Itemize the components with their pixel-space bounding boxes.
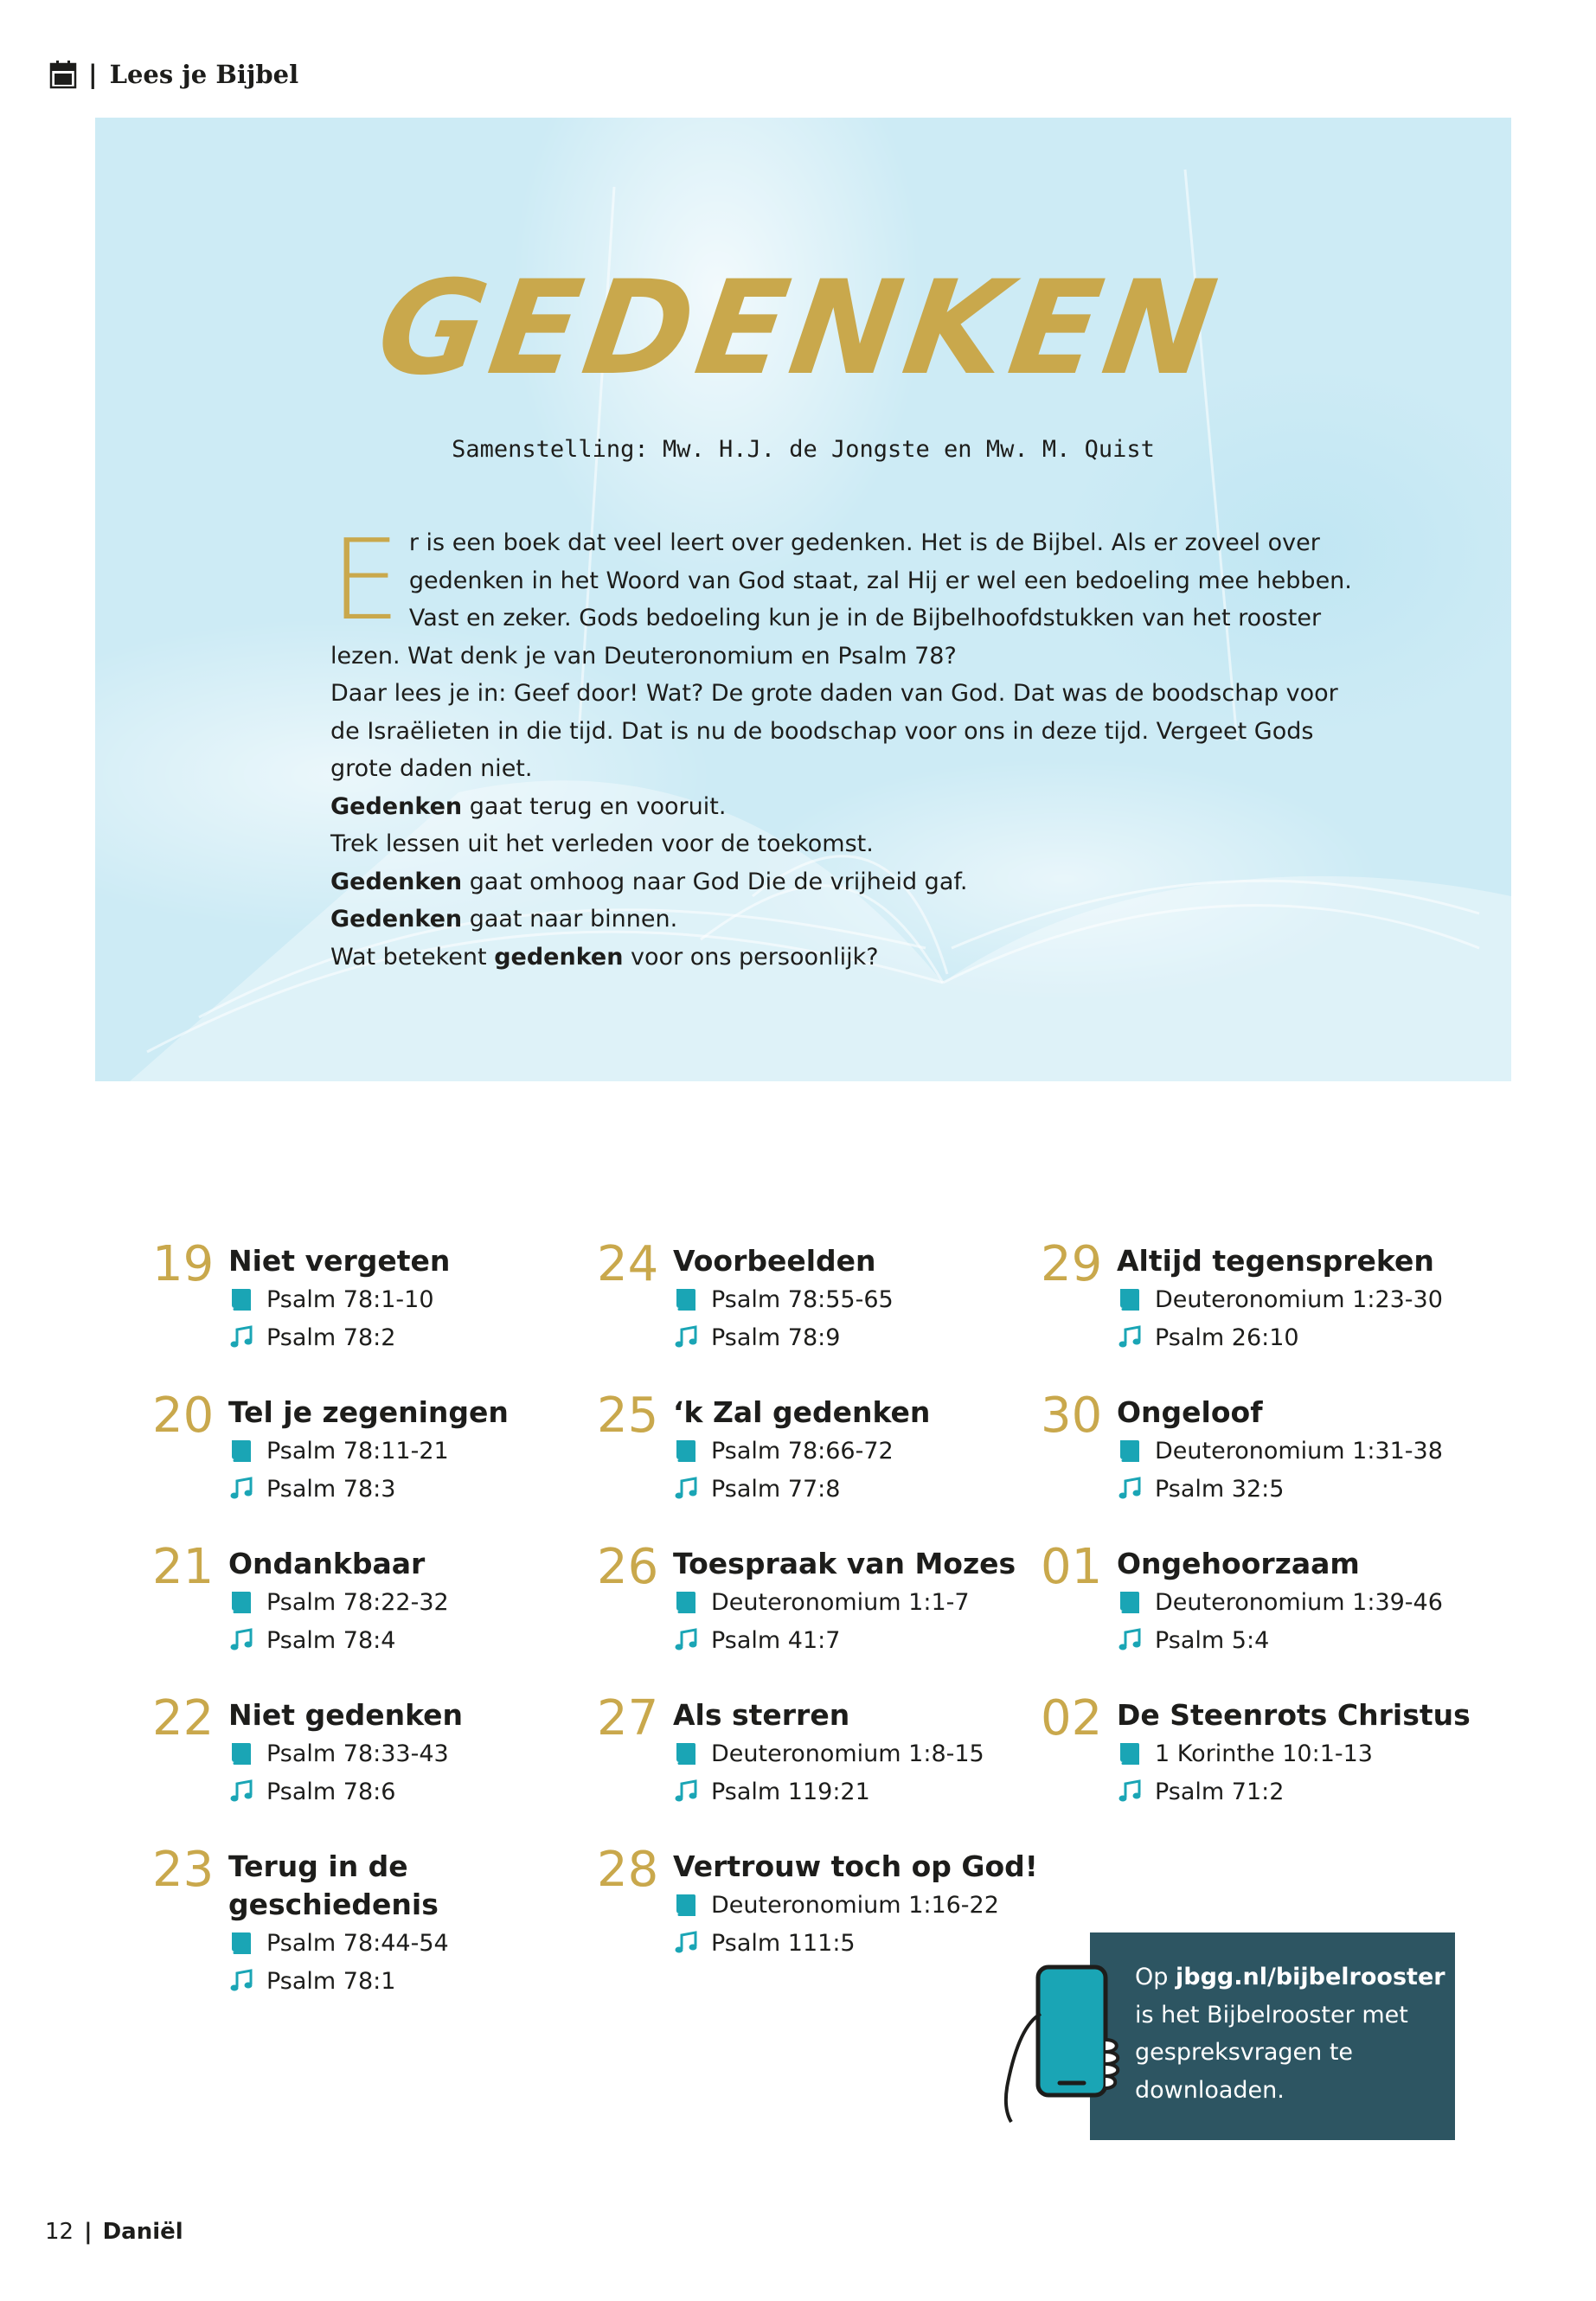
music-note-icon xyxy=(228,1324,254,1350)
song-line: Psalm 78:4 xyxy=(228,1621,395,1659)
intro-paragraph-5: Gedenken gaat omhoog naar God Die de vrijheid gaf. xyxy=(330,868,968,895)
song-line: Psalm 78:3 xyxy=(228,1470,395,1508)
header-separator: | xyxy=(88,60,98,89)
intro-paragraph-6: Gedenken gaat naar binnen. xyxy=(330,906,678,933)
song-line: Psalm 78:9 xyxy=(673,1318,840,1356)
entry-title: Terug in de geschiedenis xyxy=(228,1849,439,1921)
schedule-entry xyxy=(1041,1541,1473,1680)
entry-title: Vertrouw toch op God! xyxy=(673,1849,1038,1883)
day-number: 25 xyxy=(597,1388,659,1444)
day-number: 21 xyxy=(152,1539,215,1595)
intro-paragraph-1: r is een boek dat veel leert over gedenken. Het is de Bijbel. Als er zoveel over gedenken in het Woord van God staat, zal Hij er wel een bedoeling mee hebben. Vast en zeker. Gods bedoeling kun je in de Bijbelhoofdstukken van het rooster lezen. Wat denk je van Deuteronomium en Psalm 78? xyxy=(330,529,1352,670)
magazine-title: Daniël xyxy=(102,2219,183,2245)
reading-line: Psalm 78:22-32 xyxy=(228,1583,449,1621)
book-icon xyxy=(228,1740,254,1766)
song-line: Psalm 111:5 xyxy=(673,1924,856,1962)
song-line: Psalm 78:1 xyxy=(228,1962,395,2000)
song-line: Psalm 77:8 xyxy=(673,1470,840,1508)
book-icon xyxy=(1117,1286,1143,1312)
book-icon xyxy=(673,1892,699,1918)
intro-paragraph-3: Gedenken gaat terug en vooruit. xyxy=(330,792,727,820)
day-number: 28 xyxy=(597,1842,659,1898)
song-line: Psalm 119:21 xyxy=(673,1772,870,1811)
hero-title-text: GEDENKEN xyxy=(369,252,1230,404)
intro-paragraph-4: Trek lessen uit het verleden voor de toekomst. xyxy=(330,830,874,857)
reading-line: Deuteronomium 1:31-38 xyxy=(1117,1432,1443,1470)
music-note-icon xyxy=(1117,1324,1143,1350)
schedule-entry xyxy=(597,1842,1038,1983)
reading-line: Deuteronomium 1:16-22 xyxy=(673,1886,999,1924)
music-note-icon xyxy=(228,1476,254,1502)
book-icon xyxy=(1117,1438,1143,1464)
song-line: Psalm 71:2 xyxy=(1117,1772,1284,1811)
day-number: 02 xyxy=(1041,1690,1103,1747)
book-icon xyxy=(673,1286,699,1312)
day-number: 01 xyxy=(1041,1539,1103,1595)
entry-title: ‘k Zal gedenken xyxy=(673,1395,931,1429)
schedule-entry xyxy=(152,1390,585,1529)
entry-title: Niet gedenken xyxy=(228,1698,464,1732)
footer-separator: | xyxy=(84,2219,93,2245)
day-number: 29 xyxy=(1041,1236,1103,1292)
hero-subtitle: Samenstelling: Mw. H.J. de Jongste en Mw. M. Quist xyxy=(452,436,1155,463)
book-icon xyxy=(228,1438,254,1464)
book-icon xyxy=(1117,1740,1143,1766)
hero-banner xyxy=(95,118,1511,1081)
reading-line: Deuteronomium 1:8-15 xyxy=(673,1734,984,1772)
schedule-entry xyxy=(597,1690,1029,1831)
day-number: 24 xyxy=(597,1236,659,1292)
song-line: Psalm 41:7 xyxy=(673,1621,840,1659)
promo-text: Op jbgg.nl/bijbelrooster is het Bijbelrooster met gespreksvragen te downloaden. xyxy=(1135,1964,1445,2104)
schedule-entry xyxy=(152,1844,585,2017)
day-number: 27 xyxy=(597,1690,659,1747)
day-number: 22 xyxy=(152,1690,215,1747)
music-note-icon xyxy=(673,1930,699,1956)
page-header xyxy=(50,57,298,92)
reading-line: Deuteronomium 1:39-46 xyxy=(1117,1583,1443,1621)
intro-paragraph-7: Wat betekent gedenken voor ons persoonlijk? xyxy=(330,943,879,971)
music-note-icon xyxy=(673,1324,699,1350)
book-icon xyxy=(228,1930,254,1956)
entry-title: De Steenrots Christus xyxy=(1117,1698,1471,1732)
page-footer xyxy=(45,2219,183,2245)
section-title: Lees je Bijbel xyxy=(109,60,299,89)
schedule-entry xyxy=(597,1236,1029,1377)
hero-title xyxy=(369,230,1230,404)
music-note-icon xyxy=(1117,1779,1143,1804)
reading-line: Psalm 78:11-21 xyxy=(228,1432,449,1470)
song-line: Psalm 5:4 xyxy=(1117,1621,1269,1659)
day-number: 23 xyxy=(152,1842,215,1898)
song-line: Psalm 78:6 xyxy=(228,1772,395,1811)
reading-line: 1 Korinthe 10:1-13 xyxy=(1117,1734,1373,1772)
book-icon xyxy=(228,1286,254,1312)
entry-title: Toespraak van Mozes xyxy=(673,1547,1016,1580)
schedule-entry xyxy=(1041,1690,1473,1831)
book-icon xyxy=(673,1438,699,1464)
page-number: 12 xyxy=(45,2219,74,2245)
entry-title: Altijd tegenspreken xyxy=(1117,1244,1434,1278)
song-line: Psalm 26:10 xyxy=(1117,1318,1299,1356)
song-line: Psalm 32:5 xyxy=(1117,1470,1284,1508)
reading-line: Psalm 78:33-43 xyxy=(228,1734,449,1772)
book-icon xyxy=(228,1589,254,1615)
entry-title: Als sterren xyxy=(673,1698,850,1732)
book-icon xyxy=(1117,1589,1143,1615)
schedule-entry xyxy=(1041,1390,1473,1529)
reading-line: Psalm 78:66-72 xyxy=(673,1432,894,1470)
entry-title: Tel je zegeningen xyxy=(228,1395,509,1429)
song-line: Psalm 78:2 xyxy=(228,1318,395,1356)
entry-title: Niet vergeten xyxy=(228,1244,451,1278)
day-number: 30 xyxy=(1041,1388,1103,1444)
entry-title: Voorbeelden xyxy=(673,1244,876,1278)
music-note-icon xyxy=(673,1627,699,1653)
entry-title: Ongehoorzaam xyxy=(1117,1547,1360,1580)
promo-link[interactable]: jbgg.nl/bijbelrooster xyxy=(1175,1964,1445,1990)
schedule-entry xyxy=(152,1236,585,1377)
reading-line: Deuteronomium 1:23-30 xyxy=(1117,1280,1443,1318)
intro-text xyxy=(330,516,1368,976)
intro-paragraph-2: Daar lees je in: Geef door! Wat? De grote daden van God. Dat was de boodschap voor de Israëlieten in die tijd. Dat is nu de boodschap voor ons in deze tijd. Vergeet Gods grote daden niet. xyxy=(330,680,1338,782)
book-icon xyxy=(673,1740,699,1766)
music-note-icon xyxy=(1117,1627,1143,1653)
day-number: 20 xyxy=(152,1388,215,1444)
entry-title: Ongeloof xyxy=(1117,1395,1263,1429)
entry-title: Ondankbaar xyxy=(228,1547,426,1580)
reading-line: Psalm 78:55-65 xyxy=(673,1280,894,1318)
music-note-icon xyxy=(673,1476,699,1502)
reading-line: Psalm 78:44-54 xyxy=(228,1924,449,1962)
day-number: 19 xyxy=(152,1236,215,1292)
smartphone-hand-icon xyxy=(999,1962,1129,2126)
download-promo-box xyxy=(1090,1932,1455,2140)
reading-line: Psalm 78:1-10 xyxy=(228,1280,434,1318)
music-note-icon xyxy=(673,1779,699,1804)
reading-line: Deuteronomium 1:1-7 xyxy=(673,1583,970,1621)
schedule-entry xyxy=(597,1541,1029,1680)
book-icon xyxy=(673,1589,699,1615)
schedule-entry xyxy=(152,1541,585,1680)
music-note-icon xyxy=(228,1627,254,1653)
calendar-icon xyxy=(50,61,76,88)
schedule-entry xyxy=(1041,1236,1473,1377)
music-note-icon xyxy=(1117,1476,1143,1502)
music-note-icon xyxy=(228,1968,254,1994)
drop-cap: E xyxy=(330,516,401,645)
music-note-icon xyxy=(228,1779,254,1804)
day-number: 26 xyxy=(597,1539,659,1595)
schedule-entry xyxy=(152,1690,585,1831)
schedule-entry xyxy=(597,1390,1029,1529)
